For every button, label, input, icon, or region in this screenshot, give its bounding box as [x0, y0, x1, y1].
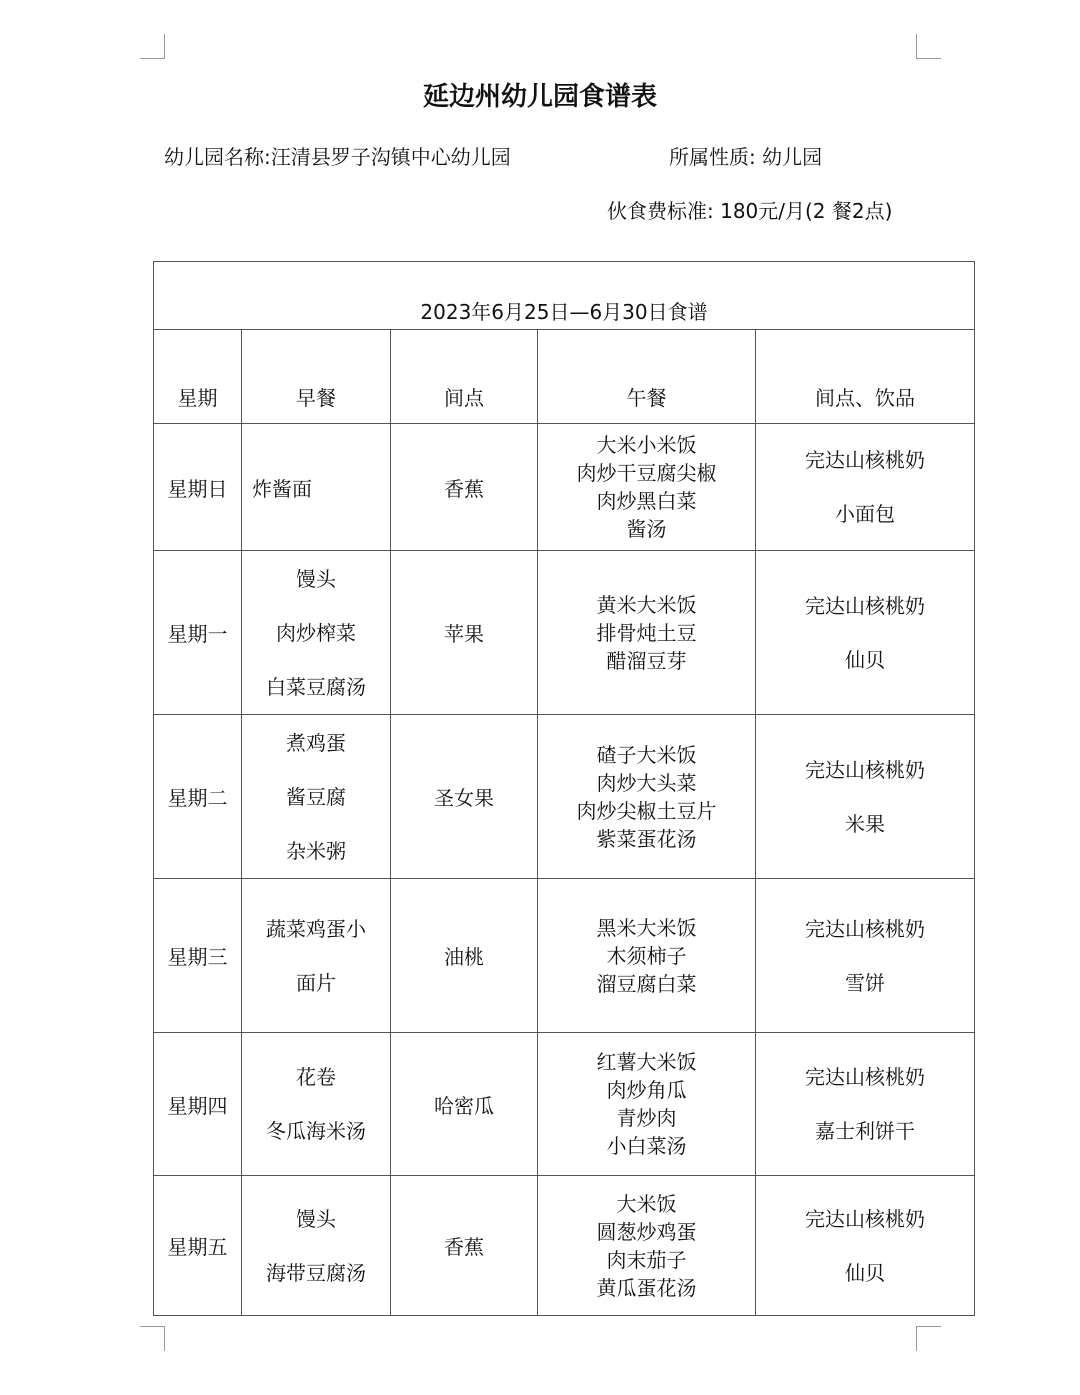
lunch-item: 青炒肉	[616, 1106, 677, 1130]
breakfast-item: 馒头	[296, 566, 336, 591]
drink-item: 雪饼	[845, 970, 886, 995]
breakfast-item: 肉炒榨菜	[276, 620, 356, 645]
snack-cell: 油桃	[391, 879, 538, 1033]
breakfast-cell	[242, 715, 391, 879]
drinks-cell	[756, 1033, 975, 1176]
breakfast-item: 杂米粥	[286, 838, 346, 863]
lunch-item: 小白菜汤	[606, 1134, 687, 1158]
menu-table	[153, 261, 975, 1316]
table-row	[154, 1176, 975, 1316]
crop-mark-bottom-right	[916, 1326, 941, 1351]
meal-fee-standard: 伙食费标准: 180元/月(2 餐2点)	[607, 199, 893, 223]
drink-item: 米果	[845, 811, 886, 836]
lunch-item: 木须柿子	[606, 943, 687, 968]
kindergarten-nature: 所属性质: 幼儿园	[669, 145, 823, 169]
drinks-cell	[756, 879, 975, 1033]
breakfast-cell	[242, 1033, 391, 1176]
breakfast-item: 海带豆腐汤	[266, 1260, 366, 1285]
table-row	[154, 424, 975, 551]
table-row	[154, 715, 975, 879]
drink-item: 仙贝	[845, 1260, 886, 1285]
header-row	[154, 330, 975, 424]
lunch-item: 圆葱炒鸡蛋	[596, 1219, 697, 1244]
breakfast-item: 酱豆腐	[286, 784, 346, 809]
drinks-cell	[756, 551, 975, 715]
lunch-cell	[538, 1176, 756, 1316]
breakfast-item: 煮鸡蛋	[286, 730, 346, 755]
lunch-cell	[538, 424, 756, 551]
lunch-item: 黄米大米饭	[596, 592, 697, 617]
drinks-cell	[756, 1176, 975, 1316]
lunch-item: 大米小米饭	[596, 433, 697, 457]
breakfast-cell	[242, 551, 391, 715]
breakfast-item: 面片	[296, 970, 336, 995]
drink-item: 完达山核桃奶	[805, 1065, 926, 1089]
snack-cell: 圣女果	[391, 715, 538, 879]
breakfast-cell	[242, 424, 391, 551]
day-cell: 星期三	[154, 879, 242, 1033]
drink-item: 完达山核桃奶	[805, 448, 926, 472]
snack-cell: 苹果	[391, 551, 538, 715]
lunch-item: 肉炒角瓜	[606, 1078, 687, 1102]
lunch-cell	[538, 879, 756, 1033]
table-row	[154, 1033, 975, 1176]
day-cell: 星期四	[154, 1033, 242, 1176]
lunch-item: 排骨炖土豆	[596, 620, 697, 645]
menu-date-caption: 2023年6月25日—6月30日食谱	[154, 262, 975, 330]
crop-mark-bottom-left	[140, 1326, 165, 1351]
breakfast-item: 白菜豆腐汤	[266, 674, 366, 699]
day-cell: 星期五	[154, 1176, 242, 1316]
breakfast-item: 馒头	[296, 1206, 336, 1231]
snack-cell: 哈密瓜	[391, 1033, 538, 1176]
snack-cell: 香蕉	[391, 1176, 538, 1316]
crop-mark-top-right	[916, 34, 941, 59]
header-snack: 间点	[391, 330, 538, 424]
lunch-item: 紫菜蛋花汤	[596, 826, 697, 851]
breakfast-item: 冬瓜海米汤	[266, 1119, 366, 1143]
lunch-item: 碴子大米饭	[596, 742, 697, 767]
kindergarten-name: 幼儿园名称:汪清县罗子沟镇中心幼儿园	[164, 145, 511, 169]
drinks-cell	[756, 424, 975, 551]
day-cell: 星期二	[154, 715, 242, 879]
day-cell: 星期一	[154, 551, 242, 715]
drink-item: 完达山核桃奶	[805, 1206, 926, 1231]
table-row	[154, 879, 975, 1033]
header-snack-drinks: 间点、饮品	[756, 330, 975, 424]
lunch-item: 大米饭	[616, 1191, 677, 1216]
snack-cell: 香蕉	[391, 424, 538, 551]
lunch-item: 肉末茄子	[606, 1247, 687, 1272]
lunch-item: 肉炒大头菜	[596, 770, 697, 795]
table-row	[154, 551, 975, 715]
breakfast-item: 花卷	[296, 1065, 336, 1089]
drink-item: 完达山核桃奶	[805, 916, 926, 941]
lunch-item: 肉炒黑白菜	[596, 489, 697, 513]
lunch-item: 肉炒尖椒土豆片	[576, 798, 717, 823]
drink-item: 完达山核桃奶	[805, 593, 926, 618]
document-title: 延边州幼儿园食谱表	[422, 82, 657, 112]
lunch-item: 黑米大米饭	[596, 915, 697, 940]
drink-item: 嘉士利饼干	[815, 1119, 916, 1143]
breakfast-item: 蔬菜鸡蛋小	[266, 916, 366, 941]
day-cell: 星期日	[154, 424, 242, 551]
lunch-item: 酱汤	[626, 517, 667, 541]
header-breakfast: 早餐	[242, 330, 391, 424]
lunch-item: 肉炒干豆腐尖椒	[576, 461, 717, 485]
breakfast-cell	[242, 1176, 391, 1316]
breakfast-cell	[242, 879, 391, 1033]
lunch-cell	[538, 715, 756, 879]
drink-item: 小面包	[835, 502, 896, 526]
crop-mark-top-left	[140, 34, 165, 59]
lunch-item: 醋溜豆芽	[606, 648, 687, 673]
lunch-item: 溜豆腐白菜	[596, 971, 697, 996]
header-lunch: 午餐	[538, 330, 756, 424]
drink-item: 仙贝	[845, 647, 886, 672]
drinks-cell	[756, 715, 975, 879]
header-day: 星期	[154, 330, 242, 424]
lunch-item: 黄瓜蛋花汤	[596, 1275, 697, 1300]
lunch-cell	[538, 1033, 756, 1176]
drink-item: 完达山核桃奶	[805, 757, 926, 782]
lunch-cell	[538, 551, 756, 715]
lunch-item: 红薯大米饭	[596, 1050, 697, 1074]
breakfast-item: 炸酱面	[252, 476, 312, 501]
